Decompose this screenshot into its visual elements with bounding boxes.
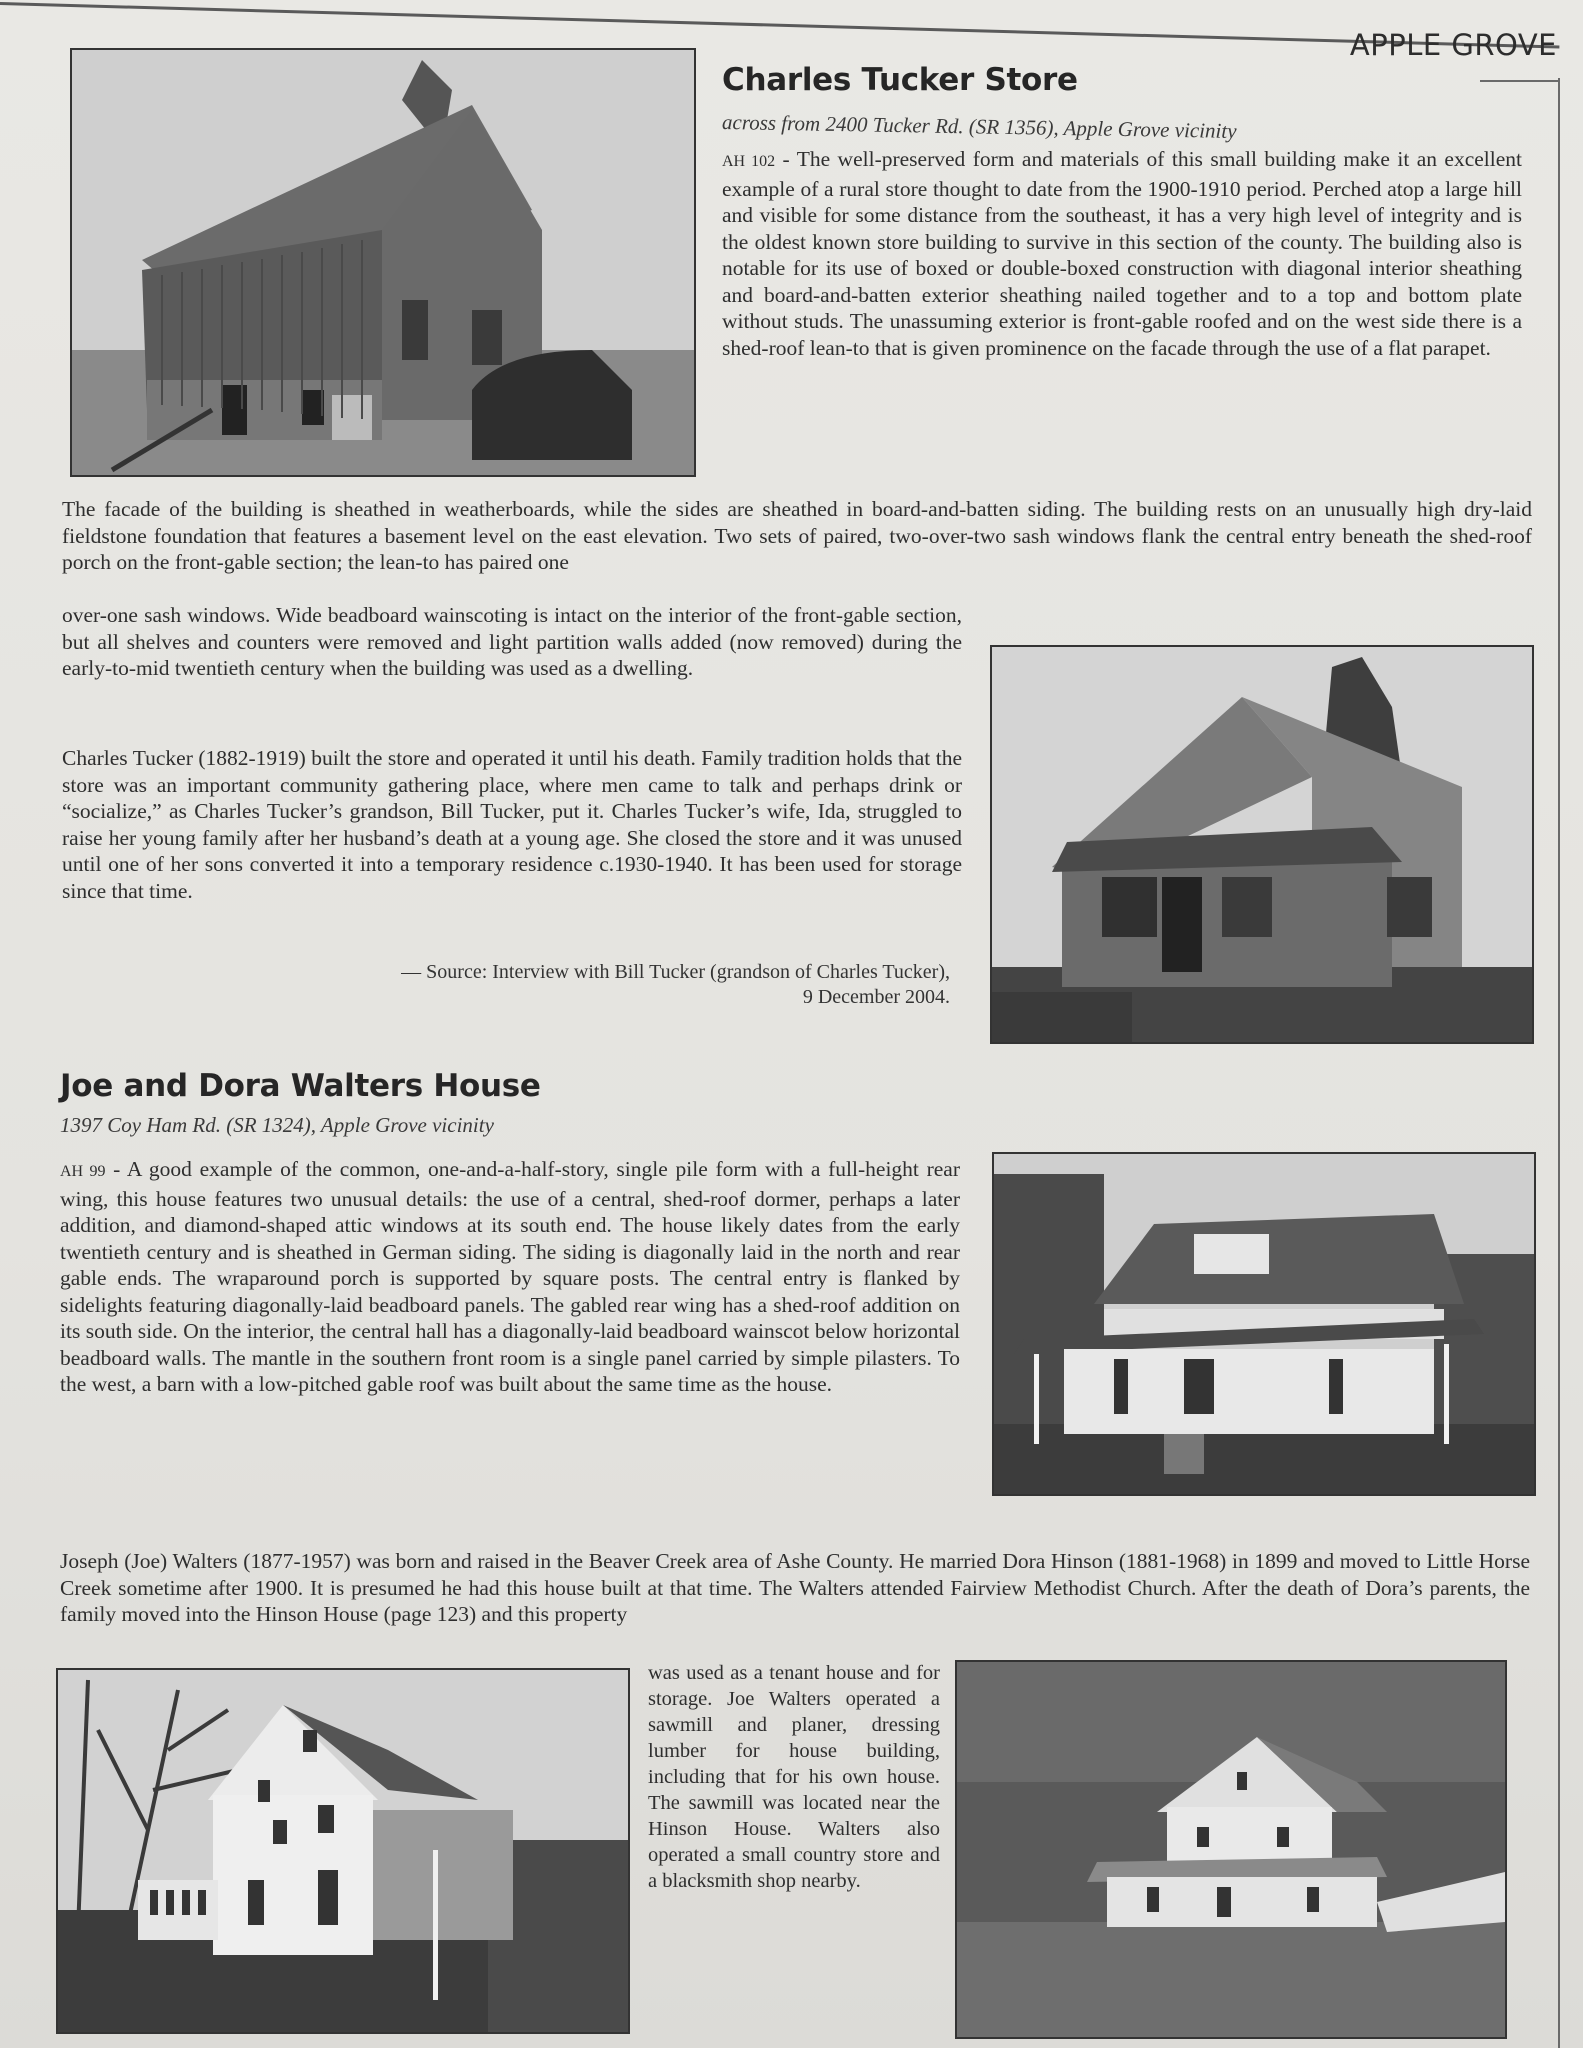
photo-walters-house-front: [992, 1152, 1536, 1496]
source-citation: [200, 960, 950, 1010]
entry-description-tucker-store: [722, 146, 1522, 361]
entry-history-walters-continued: was used as a tenant house and for storage. Joe Walters operated a sawmill and planer, dressing lumber for house building, including that for his own house. The sawmill was located near the Hinson House. Walters also operated a small country store and a blacksmith shop nearby.: [648, 1662, 940, 1892]
building-photo-icon: [58, 1670, 628, 2032]
entry-description-walters-house: [60, 1156, 960, 1398]
entry-interior-paragraph: over-one sash windows. Wide beadboard wainscoting is intact on the interior of the front-gable section, but all shelves and counters were removed and light partition walls added (now removed) during the early-to-mid twentieth century when the building was used as a dwelling.: [62, 603, 962, 680]
entry-history-walters-house: Joseph (Joe) Walters (1877-1957) was born and raised in the Beaver Creek area of Ashe County. He married Dora Hinson (1881-1968) in 1899 and moved to Little Horse Creek sometime after 1900. It is presumed he had this house built at that time. The Walters attended Fairview Methodist Church. After the death of Dora’s parents, the family moved into the Hinson House (page 123) and this property: [60, 1549, 1530, 1626]
source-line-1: — Source: Interview with Bill Tucker (grandson of Charles Tucker),: [401, 961, 950, 983]
building-photo-icon: [994, 1154, 1534, 1494]
entry-location-walters-house: 1397 Coy Ham Rd. (SR 1324), Apple Grove vicinity: [60, 1113, 494, 1137]
top-rule: [0, 2, 1559, 49]
description-text: - The well-preserved form and materials of this small building make it an excellent example of a rural store thought to date from the 1900-1910 period. Perched atop a large hill and visible for some distance from the southeast, it has a very high level of integrity and is the oldest known store building to survive in this section of the county. The building also is notable for its use of boxed or double-boxed construction with diagonal interior sheathing and board-and-batten exterior sheathing nailed together and to a top and bottom plate without studs. The unassuming exterior is front-gable roofed and on the west side there is a shed-roof lean-to that is given prominence on the facade through the use of a flat parapet.: [722, 147, 1522, 360]
entry-history-tucker-store: Charles Tucker (1882-1919) built the store and operated it until his death. Family tradition holds that the store was an important community gathering place, where men came to talk and perhaps drink or “socialize,” as Charles Tucker’s grandson, Bill Tucker, put it. Charles Tucker’s wife, Ida, struggled to raise her young family after her husband’s death at a young age. She closed the store and it was unused until one of her sons converted it into a temporary residence c.1930-1940. It has been used for storage since that time.: [62, 746, 962, 903]
building-photo-icon: [992, 647, 1532, 1042]
building-photo-icon: [72, 50, 694, 475]
building-photo-icon: [957, 1662, 1505, 2037]
entry-title-walters-house: Joe and Dora Walters House: [60, 1068, 541, 1104]
photo-walters-house-distant: [955, 1660, 1507, 2039]
site-code: AH 102: [722, 153, 776, 170]
description-text: - A good example of the common, one-and-a-half-story, single pile form with a full-height rear wing, this house features two unusual details: the use of a central, shed-roof dormer, perhaps a later addition, and diamond-shaped attic windows at its south end. The house likely dates from the early twentieth century and is sheathed in German siding. The siding is diagonally laid in the north and rear gable ends. The wraparound porch is supported by square posts. The central entry is flanked by sidelights featuring diagonally-laid beadboard panels. The gabled rear wing has a shed-roof addition on its south side. On the interior, the central hall has a diagonally-laid beadboard wainscot below horizontal beadboard walls. The mantle in the southern front room is a single panel carried by simple pilasters. To the west, a barn with a low-pitched gable roof was built about the same time as the house.: [60, 1157, 961, 1396]
site-code: AH 99: [60, 1163, 106, 1180]
page-border-right: [1558, 78, 1560, 2048]
photo-walters-house-side: [56, 1668, 630, 2034]
running-head: APPLE GROVE: [1349, 28, 1557, 62]
page-border-top: [1480, 80, 1560, 82]
entry-location-tucker-store: across from 2400 Tucker Rd. (SR 1356), Apple Grove vicinity: [721, 110, 1237, 143]
source-line-2: 9 December 2004.: [802, 986, 950, 1008]
photo-tucker-store-front: [990, 645, 1534, 1044]
entry-title-tucker-store: Charles Tucker Store: [722, 62, 1078, 98]
entry-facade-paragraph: The facade of the building is sheathed in weatherboards, while the sides are sheathed in board-and-batten siding. The building rests on an unusually high dry-laid fieldstone foundation that features a basement level on the east elevation. Two sets of paired, two-over-two sash windows flank the central entry beneath the shed-roof porch on the front-gable section; the lean-to has paired one: [62, 497, 1532, 574]
photo-tucker-store-side: [70, 48, 696, 477]
